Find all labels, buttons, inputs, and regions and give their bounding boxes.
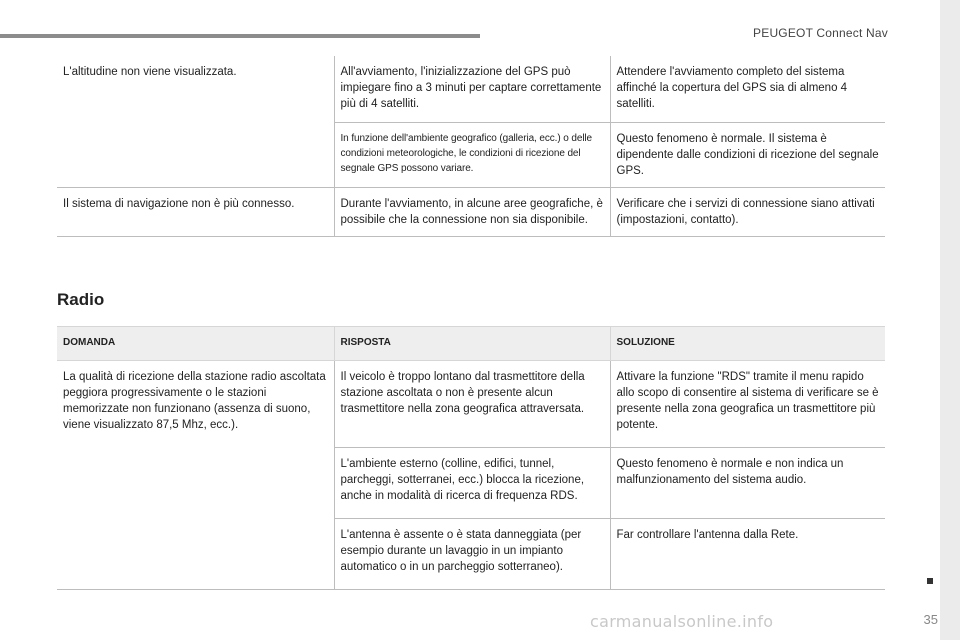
solution-cell: Verificare che i servizi di connessione siano attivati (impostazioni, contatto).	[610, 188, 885, 237]
column-header-solution: SOLUZIONE	[610, 327, 885, 361]
table-header-row	[57, 327, 885, 361]
page-edge-strip	[940, 0, 960, 640]
table-row	[57, 56, 885, 123]
question-cell: La qualità di ricezione della stazione radio ascoltata peggiora progressivamente o le stazioni memorizzate non funzionano (assenza di suono, viene visualizzato 87,5 Mhz, ecc.).	[63, 371, 326, 431]
solution-cell: Far controllare l'antenna dalla Rete.	[610, 519, 885, 590]
answer-cell: Il veicolo è troppo lontano dal trasmettitore della stazione ascoltata o non è presente alcun trasmettitore nella zona geografica attraversata.	[334, 361, 610, 448]
answer-cell: L'ambiente esterno (colline, edifici, tunnel, parcheggi, sotterranei, ecc.) blocca la ricezione, anche in modalità di ricerca di frequenza RDS.	[334, 448, 610, 519]
answer-cell: L'antenna è assente o è stata danneggiata (per esempio durante un lavaggio in un impianto automatico o in un parcheggio sotterraneo).	[334, 519, 610, 590]
question-cell: L'altitudine non viene visualizzata.	[63, 66, 237, 78]
table-row	[57, 188, 885, 237]
watermark-text: carmanualsonline.info	[590, 612, 774, 631]
solution-cell: Attendere l'avviamento completo del sistema affinché la copertura del GPS sia di almeno 4 satelliti.	[610, 56, 885, 123]
answer-cell: All'avviamento, l'inizializzazione del GPS può impiegare fino a 3 minuti per captare correttamente più di 4 satelliti.	[334, 56, 610, 123]
page-number: 35	[923, 612, 938, 627]
question-cell: Il sistema di navigazione non è più connesso.	[57, 188, 334, 237]
radio-troubleshooting-table	[57, 326, 885, 590]
column-header-question: DOMANDA	[57, 327, 334, 361]
column-header-answer: RISPOSTA	[334, 327, 610, 361]
answer-cell: Durante l'avviamento, in alcune aree geografiche, è possibile che la connessione non sia disponibile.	[334, 188, 610, 237]
solution-cell: Questo fenomeno è normale e non indica un malfunzionamento del sistema audio.	[610, 448, 885, 519]
header-rule	[0, 34, 480, 38]
solution-cell: Attivare la funzione "RDS" tramite il menu rapido allo scopo di consentire al sistema di verificare se è presente nella zona geografica un trasmettitore più potente.	[610, 361, 885, 448]
section-title-radio: Radio	[57, 290, 105, 309]
answer-cell: In funzione dell'ambiente geografico (galleria, ecc.) o delle condizioni meteorologiche, le condizioni di ricezione del segnale GPS possono variare.	[334, 123, 610, 188]
solution-cell: Questo fenomeno è normale. Il sistema è dipendente dalle condizioni di ricezione del segnale GPS.	[610, 123, 885, 188]
page-header-title: PEUGEOT Connect Nav	[753, 26, 888, 40]
gps-troubleshooting-table	[57, 56, 885, 237]
page-marker-square	[927, 578, 933, 584]
table-row	[57, 361, 885, 448]
